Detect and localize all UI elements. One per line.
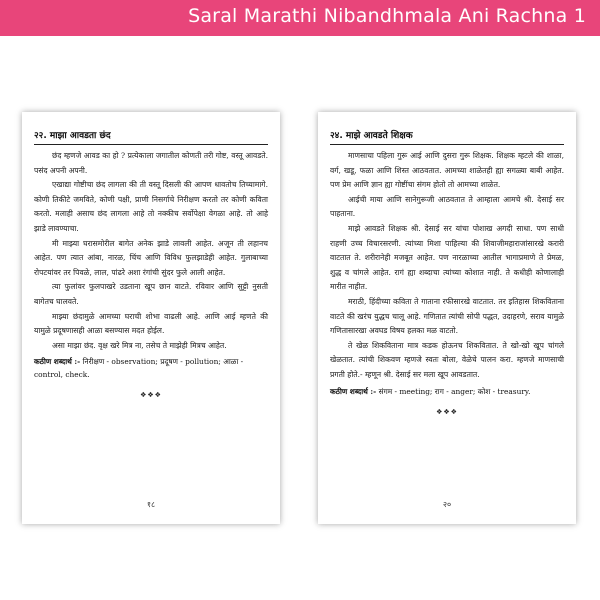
paragraph: माझ्या छंदामुळे आमच्या घराची शोभा वाढली आहे. आणि आई म्हणते की यामुळे प्रदूषणासही आळा बसण्यास मदत होईल. [34, 311, 268, 336]
paragraph: असा माझा छंद. वृक्ष खरे मित्र ना, तसेच ते माझेही मित्रच आहेत. [52, 340, 227, 350]
left-book-page [22, 112, 280, 524]
banner-title: Saral Marathi Nibandhmala Ani Rachna 1 [188, 5, 586, 27]
paragraph: माझे आवडते शिक्षक श्री. देसाई सर यांचा पोशाख अगदी साधा. पण साधी राहणी उच्च विचारसरणी. त्यांच्या मिशा पाहिल्या की शिवाजीमहाराजांसारखे करारी वाटतात ते. शरीरानेही मजबूत आहेत. पण नारळाच्या आतील भागाप्रमाणे ते प्रेमळ, शुद्ध व चांगले आहेत. रागं ह्या शब्दाचा त्यांच्या कोशात नाही. ते कधीही कोणालाही मारीत नाहीत. [330, 223, 564, 292]
paragraph: माणसाचा पहिला गुरू आई आणि दुसरा गुरू शिक्षक. शिक्षक म्हटले की शाळा, वर्ग, खडू, फळा आणि शिस्त आठवतात. आमच्या शाळेतही ह्या सगळ्या बाबी आहेत. पण प्रेम आणि ज्ञान ह्या गोष्टींचा संगम होतो तो आमच्या शाळेत. [330, 151, 564, 190]
chapter-title: २४. माझे आवडते शिक्षक [330, 128, 564, 145]
page-number: २० [442, 500, 452, 509]
vocabulary-label: कठीण शब्दार्थ :- [330, 386, 377, 396]
vocabulary-text: संगम - meeting; राग - anger; कोश - treasury. [378, 386, 531, 396]
ornament-divider: ❖❖❖ [436, 407, 458, 416]
vocabulary [34, 355, 268, 381]
right-book-page [318, 112, 576, 524]
paragraph: छंद म्हणजे आवड का हो ? प्रत्येकाला जगातील कोणती तरी गोष्ट, वस्तू आवडते. पसंद अपनी अपनी. [34, 151, 268, 175]
vocabulary [330, 385, 564, 398]
ornament-divider: ❖❖❖ [140, 391, 162, 400]
page-body [34, 149, 268, 353]
paragraph: मी माझ्या घरासमोरील बागेत अनेक झाडे लावली आहेत. अजून ती लहानच आहेत. पण त्यात आंबा, नारळ, चिंच आणि विविध फुलझाडेही आहेत. गुलाबाच्या रोपटयांवर तर पिवळे, लाल, पांढरे अशा रंगांची सुंदर फुले आली आहेत. [34, 238, 268, 277]
chapter-title: २२. माझा आवडता छंद [34, 128, 268, 145]
paragraph: मराठी, हिंदीच्या कविता ते गाताना रफीसारखे वाटतात. तर इतिहास शिकविताना वाटते की खरंच युद्धच चालू आहे. गणितात त्यांची सोपी पद्धत, उदाहरणे, सराव यामुळे गणितासारखा अवघड विषय हलका मळ वाटतो. [330, 296, 564, 336]
page-body [330, 149, 564, 383]
paragraph: त्या फुलांवर फुलपाखरे उडताना खूप छान वाटते. रविवार आणि सुट्टी नुसती बागेतच घालवते. [34, 282, 268, 306]
vocabulary-text: निरीक्षण - observation; प्रदूषण - pollution; आळा - control, check. [34, 357, 244, 380]
paragraph: एखाद्या गोष्टीचा छंद लागला की ती वस्तू दिसली की आपण धावतोच तिच्यामागे. कोणी तिकीटे जमविते, कोणी पक्षी, प्राणी निसर्गाचे निरीक्षण करतो तर कोणी कविता करतो. मलाही असाच छंद लागला आहे तो नक्कीच सर्वोपेक्षा वेगळा आहे. तो आहे झाडे लावण्याचा. [34, 180, 268, 233]
paragraph: ते खेळ शिकविताना मात्र कडक होऊनच शिकवितात. ते खो-खो खूप चांगले खेळतात. त्यांची शिकवण म्हणजे स्वतः बोला, वेळेचे पालन करा. म्हणजे माणसाची प्रगती होते.- म्हणून श्री. देसाई सर मला खूप आवडतात. [330, 340, 564, 379]
paragraph: आईची माया आणि सानेगुरूजी आठवतात ते आम्हाला आमचे श्री. देसाई सर पाहताना. [330, 194, 564, 219]
header-banner [0, 0, 600, 36]
page-number: १८ [146, 500, 156, 509]
vocabulary-label: कठीण शब्दार्थ :- [34, 357, 81, 367]
